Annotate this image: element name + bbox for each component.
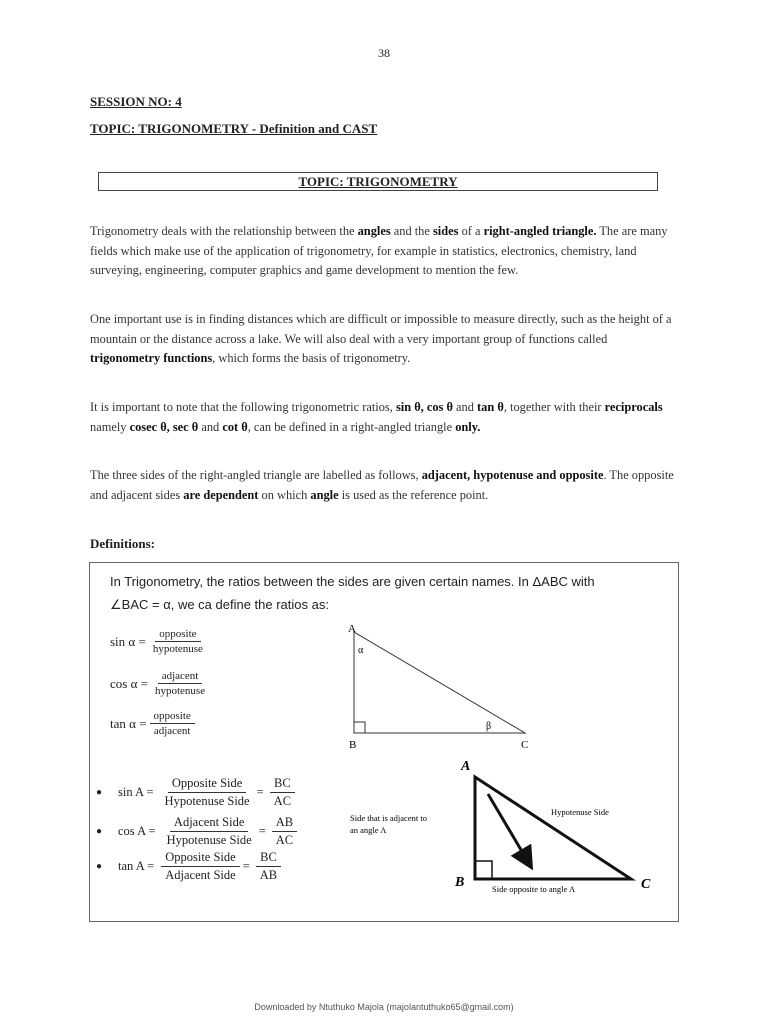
paragraph-intro: Trigonometry deals with the relationship between the angles and the sides of a right-angled triangle. The are many fields which make use of the application of trigonometry, for example in statistics, electronics, chemistry, land surveying, engineering, computer graphics and game development to mention the few.	[90, 224, 668, 277]
adjacent-side-label-line-2: an angle A	[350, 825, 387, 835]
bullet-icon: ●	[96, 787, 103, 798]
bullet-icon: ●	[96, 826, 103, 837]
topic-box	[98, 172, 658, 191]
topic-heading: TOPIC: TRIGONOMETRY - Definition and CAST	[90, 121, 378, 136]
bullet-cos: ● cos A = $\frac{\text{Adjacent Side}}{\text{Hypotenuse Side}}$ = $\frac{AB}{AC}$	[96, 815, 297, 848]
ratio-lhs: cos α =	[110, 675, 148, 691]
beta-label: β	[486, 721, 492, 732]
bullet-tan: ● tan A = $\frac{\text{Opposite Side}}{\text{Adjacent Side}}$ = $\frac{BC}{AB}$	[96, 850, 281, 883]
vertex-c-label: C	[641, 877, 651, 892]
definitions-heading: Definitions:	[90, 536, 155, 551]
ratio-fraction: $\frac{\text{opposite}}{\text{adjacent}}$	[150, 710, 195, 737]
vertex-a-label: A	[348, 623, 356, 635]
bullet-sin: ● sin A = $\frac{\text{Opposite Side}}{\text{Hypotenuse Side}}$ = $\frac{BC}{AC}$	[96, 776, 295, 809]
box-intro-line-2: ∠BAC = α, we ca define the ratios as:	[110, 597, 329, 612]
triangle-diagram-sides	[345, 752, 665, 902]
vertex-a-label: A	[461, 759, 471, 774]
box-intro-line-1: In Trigonometry, the ratios between the sides are given certain names. In ΔABC with	[110, 574, 595, 589]
footer-download-notice: Downloaded by Ntuthuko Majola (majolantuthuko65@gmail.com)	[254, 1002, 514, 1012]
opposite-side-label: Side opposite to angle A	[492, 884, 576, 894]
ratio-lhs: sin α =	[110, 633, 146, 649]
vertex-b-label: B	[455, 875, 465, 890]
ratio-sin	[110, 628, 207, 655]
paragraph-ratios: It is important to note that the following trigonometric ratios, sin θ, cos θ and tan θ, together with their reciprocals namely cosec θ, sec θ and cot θ, can be defined in a right-angled triangle only.	[90, 400, 663, 434]
session-heading: SESSION NO: 4	[90, 94, 182, 109]
hypotenuse-side-label: Hypotenuse Side	[551, 807, 609, 817]
page-number: 38	[378, 46, 390, 60]
vertex-c-label: C	[521, 739, 529, 751]
topic-box-title: TOPIC: TRIGONOMETRY	[298, 174, 458, 189]
vertex-b-label: B	[349, 739, 357, 751]
ratio-tan	[110, 710, 195, 737]
ratio-fraction: $\frac{\text{opposite}}{\text{hypotenuse}}$	[152, 628, 203, 655]
alpha-label: α	[358, 645, 364, 656]
bullet-icon: ●	[96, 861, 103, 872]
ratio-lhs: tan α =	[110, 715, 147, 731]
ratio-fraction: $\frac{\text{adjacent}}{\text{hypotenuse}}$	[154, 670, 206, 697]
paragraph-sides: The three sides of the right-angled triangle are labelled as follows, adjacent, hypotenuse and opposite. The opposite and adjacent sides are dependent on which angle is used as the reference point.	[90, 468, 674, 502]
triangle-diagram-alpha-beta	[340, 620, 540, 755]
adjacent-side-label: Side that is adjacent to	[350, 813, 427, 823]
paragraph-uses: One important use is in finding distances which are difficult or impossible to measure directly, such as the height of a mountain or the distance across a lake. We will also deal with a very important group of functions called trigonometry functions, which forms the basis of trigonometry.	[90, 312, 672, 365]
ratio-cos	[110, 670, 209, 697]
